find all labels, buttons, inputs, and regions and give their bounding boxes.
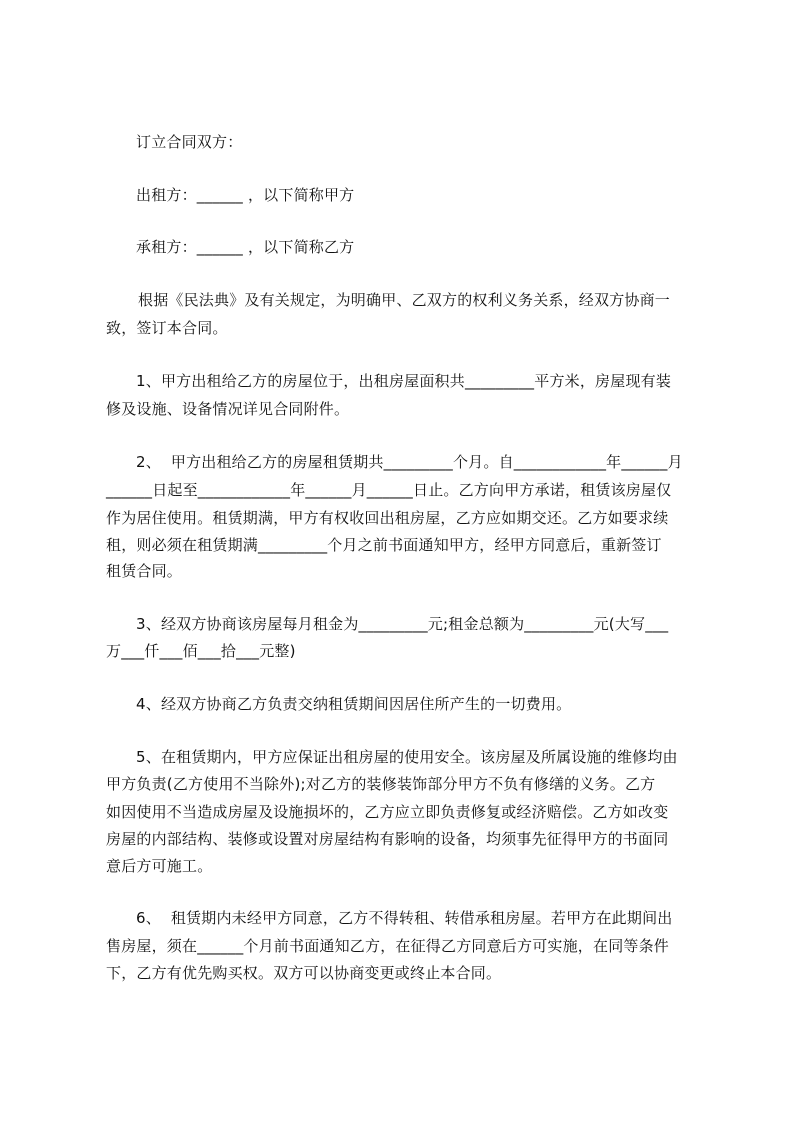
clause5-line-4: 房屋的内部结构、装修或设置对房屋结构有影响的设备，均须事先征得甲方的书面同: [106, 830, 669, 848]
clause5-line-5: 意后方可施工。: [106, 857, 213, 875]
clause6-line-1: 6、 租赁期内未经甲方同意，乙方不得转租、转借承租房屋。若甲方在此期间出: [136, 909, 673, 927]
lessee-line: 承租方：______ ，以下简称乙方: [136, 238, 355, 256]
clause4-line-1: 4、经双方协商乙方负责交纳租赁期间因居住所产生的一切费用。: [136, 695, 572, 713]
preamble-line-2: 致，签订本合同。: [106, 319, 228, 337]
parties-heading: 订立合同双方：: [136, 133, 243, 151]
clause2-line-3: 作为居住使用。租赁期满，甲方有权收回出租房屋，乙方应如期交还。乙方如要求续: [106, 509, 669, 527]
clause2-line-4: 租，则必须在租赁期满_________个月之前书面通知甲方，经甲方同意后，重新签订: [106, 536, 662, 554]
clause5-line-3: 如因使用不当造成房屋及设施损坏的，乙方应立即负责修复或经济赔偿。乙方如改变: [106, 803, 669, 821]
clause5-line-2: 甲方负责(乙方使用不当除外);对乙方的装修装饰部分甲方不负有修缮的义务。乙方: [106, 775, 656, 793]
clause2-line-2: ______日起至____________年______月______日止。乙方向甲方承诺，租赁该房屋仅: [106, 481, 672, 499]
preamble-line-1: 根据《民法典》及有关规定，为明确甲、乙双方的权利义务关系，经双方协商一: [138, 291, 671, 309]
clause6-line-3: 下，乙方有优先购买权。双方可以协商变更或终止本合同。: [106, 964, 502, 982]
clause1-line-1: 1、甲方出租给乙方的房屋位于，出租房屋面积共_________平方米，房屋现有装: [136, 372, 672, 390]
clause5-line-1: 5、在租赁期内，甲方应保证出租房屋的使用安全。该房屋及所属设施的维修均由: [136, 748, 678, 766]
clause2-line-1: 2、 甲方出租给乙方的房屋租赁期共_________个月。自____________年______月: [136, 453, 683, 471]
lessor-line: 出租方：______ ，以下简称甲方: [136, 186, 355, 204]
clause1-line-2: 修及设施、设备情况详见合同附件。: [106, 400, 350, 418]
clause3-line-1: 3、经双方协商该房屋每月租金为_________元;租金总额为_________元(大写___: [136, 615, 669, 633]
clause6-line-2: 售房屋，须在______个月前书面通知乙方，在征得乙方同意后方可实施，在同等条件: [106, 937, 670, 955]
clause2-line-5: 租赁合同。: [106, 562, 183, 580]
clause3-line-2: 万___仟___佰___拾___元整): [106, 642, 296, 660]
